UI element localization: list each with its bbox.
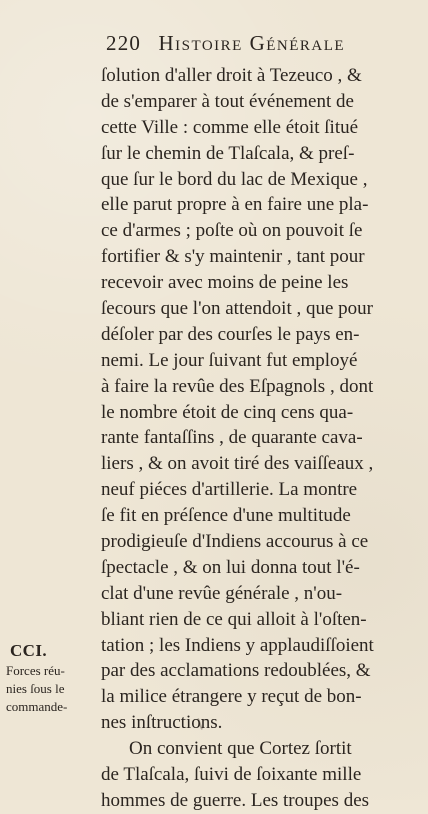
text-line: ſur le chemin de Tlaſcala, & preſ- xyxy=(101,142,355,164)
page-number: 220 xyxy=(106,31,142,55)
text-line: ſe fit en préſence d'une multitude xyxy=(101,505,351,527)
margin-note xyxy=(6,640,106,716)
text-line: recevoir avec moins de peine les xyxy=(101,272,349,294)
text-line: le nombre étoit de cinq cens qua- xyxy=(101,401,354,423)
text-line: neuf piéces d'artillerie. La montre xyxy=(101,479,358,501)
text-line: par des acclamations redoublées, & xyxy=(101,660,371,682)
text-line: hommes de guerre. Les troupes des xyxy=(101,789,370,811)
text-line: cette Ville : comme elle étoit ſitué xyxy=(101,116,359,138)
main-text-block xyxy=(101,63,419,814)
margin-note-line: Forces réu- xyxy=(6,663,65,678)
text-line: rante fantaſſins , de quarante cava- xyxy=(101,427,363,449)
text-line: ſpectacle , & on lui donna tout l'é- xyxy=(101,556,360,578)
text-line: fortifier & s'y maintenir , tant pour xyxy=(101,246,365,268)
text-line: clat d'une revûe générale , n'ou- xyxy=(101,582,343,604)
text-line: de Tlaſcala, ſuivi de ſoixante mille xyxy=(101,764,362,786)
text-line: elle parut propre à en faire une pla- xyxy=(101,194,369,216)
text-line: bliant rien de ce qui alloit à l'oſten- xyxy=(101,608,367,630)
paragraph-start-line: On convient que Cortez ſortit xyxy=(129,738,352,760)
running-head-title: Histoire Générale xyxy=(158,31,346,55)
text-line: à faire la revûe des Eſpagnols , dont xyxy=(101,375,374,397)
text-line: ſolution d'aller droit à Tezeuco , & xyxy=(101,65,362,86)
text-line: ce d'armes ; poſte où on pouvoit ſe xyxy=(101,220,363,242)
margin-note-line: nies ſous le xyxy=(6,681,65,696)
text-line: la milice étrangere y reçut de bon- xyxy=(101,686,362,708)
margin-note-line: commande- xyxy=(6,699,68,714)
text-line: nemi. Le jour ſuivant fut employé xyxy=(101,349,358,371)
margin-section-number: CCI. xyxy=(10,641,48,660)
text-line: prodigieuſe d'Indiens accourus à ce xyxy=(101,531,369,553)
running-head xyxy=(106,28,386,58)
text-line: de s'emparer à tout événement de xyxy=(101,90,354,112)
text-line: tation ; les Indiens y applaudiſſoient xyxy=(101,634,374,656)
text-line: liers , & on avoit tiré des vaiſſeaux , xyxy=(101,453,374,475)
text-line: déſoler par des courſes le pays en- xyxy=(101,323,360,345)
text-line: nes inſtructions. xyxy=(101,712,223,734)
text-line: ſecours que l'on attendoit , que pour xyxy=(101,298,373,320)
text-line: que ſur le bord du lac de Mexique , xyxy=(101,168,368,190)
